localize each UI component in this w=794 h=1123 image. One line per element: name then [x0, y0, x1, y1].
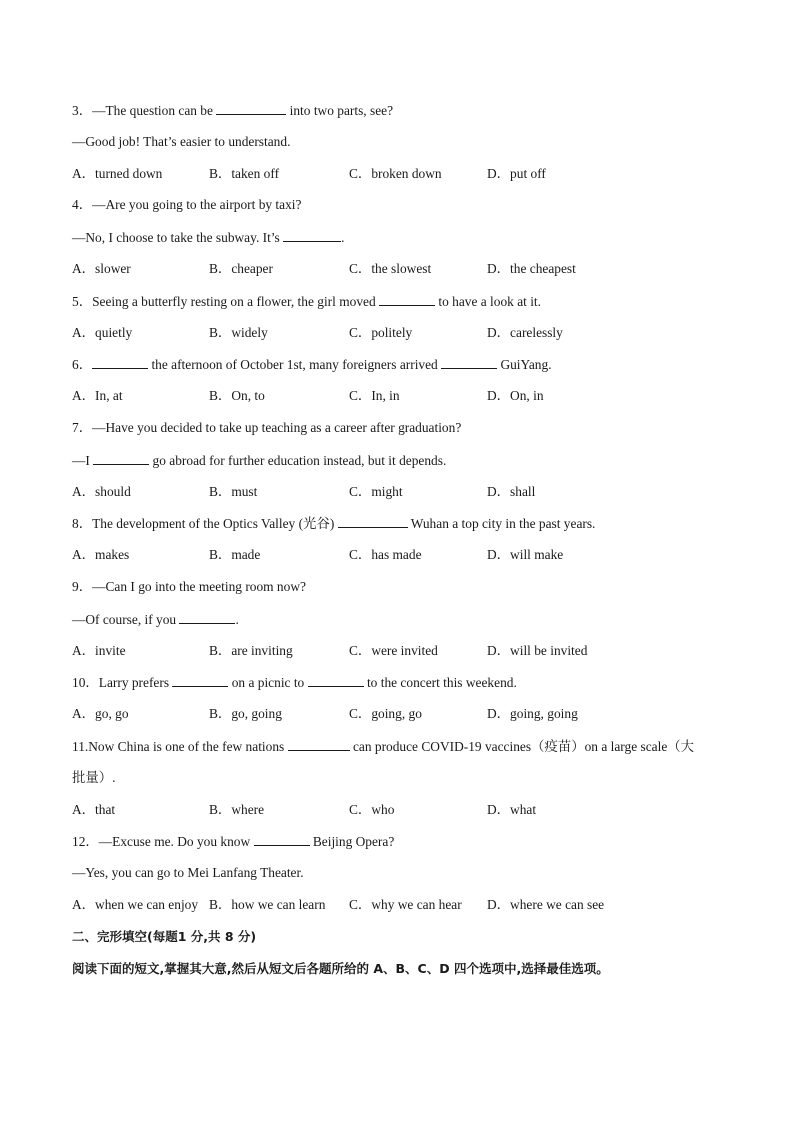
answer-blank[interactable]: [441, 354, 497, 369]
question-7-options: [72, 482, 732, 514]
answer-blank[interactable]: [93, 450, 149, 465]
option-a[interactable]: A．slower: [72, 260, 131, 276]
section-instruction: 阅读下面的短文,掌握其大意,然后从短文后各题所给的 A、B、C、D 四个选项中,选择最佳选项。: [72, 960, 609, 976]
answer-blank[interactable]: [216, 100, 286, 115]
question-12-stem: 12．—Excuse me. Do you know Beijing Opera?: [72, 831, 732, 863]
option-b[interactable]: B．must: [209, 483, 258, 499]
option-d[interactable]: D．will make: [487, 547, 564, 563]
question-3-options: [72, 164, 732, 196]
option-d[interactable]: D．will be invited: [487, 642, 588, 658]
option-c[interactable]: C．In, in: [349, 388, 400, 404]
option-a[interactable]: A．turned down: [72, 165, 163, 181]
option-c[interactable]: C．has made: [349, 547, 422, 563]
option-d[interactable]: D．the cheapest: [487, 260, 576, 276]
question-7-reply: —I go abroad for further education instead, but it depends.: [72, 450, 732, 482]
answer-blank[interactable]: [379, 291, 435, 306]
question-8-stem: 8．The development of the Optics Valley (光谷) Wuhan a top city in the past years.: [72, 513, 732, 545]
question-12-options: [72, 895, 732, 927]
question-4-options: [72, 259, 732, 291]
question-11-stem: 11.Now China is one of the few nations can produce COVID-19 vaccines（疫苗）on a large scale（大: [72, 736, 732, 768]
option-d[interactable]: D．shall: [487, 483, 536, 499]
option-b[interactable]: B．made: [209, 547, 261, 563]
option-c[interactable]: C．were invited: [349, 642, 438, 658]
option-a[interactable]: A．that: [72, 801, 116, 817]
option-c[interactable]: C．who: [349, 801, 395, 817]
answer-blank[interactable]: [254, 831, 310, 846]
question-11-stem-cont: 批量）.: [72, 769, 116, 785]
answer-blank[interactable]: [288, 736, 350, 751]
option-c[interactable]: C．why we can hear: [349, 896, 462, 912]
option-c[interactable]: C．might: [349, 483, 403, 499]
option-b[interactable]: B．how we can learn: [209, 896, 326, 912]
option-c[interactable]: C．broken down: [349, 165, 442, 181]
option-a[interactable]: A．should: [72, 483, 131, 499]
question-5-options: [72, 323, 732, 355]
option-a[interactable]: A．when we can enjoy: [72, 896, 199, 912]
question-5-stem: 5．Seeing a butterfly resting on a flower, the girl moved to have a look at it.: [72, 291, 732, 323]
question-10-stem: 10．Larry prefers on a picnic to to the concert this weekend.: [72, 672, 732, 704]
option-b[interactable]: B．On, to: [209, 388, 265, 404]
option-d[interactable]: D．what: [487, 801, 537, 817]
option-a[interactable]: A．quietly: [72, 324, 133, 340]
option-d[interactable]: D．On, in: [487, 388, 544, 404]
answer-blank[interactable]: [283, 227, 341, 242]
option-b[interactable]: B．cheaper: [209, 260, 273, 276]
option-a[interactable]: A．go, go: [72, 706, 129, 722]
answer-blank[interactable]: [338, 513, 408, 528]
question-12-reply: —Yes, you can go to Mei Lanfang Theater.: [72, 865, 304, 881]
option-a[interactable]: A．In, at: [72, 388, 123, 404]
question-9-stem: 9．—Can I go into the meeting room now?: [72, 578, 306, 594]
option-c[interactable]: C．going, go: [349, 706, 422, 722]
question-11-options: [72, 800, 732, 832]
option-a[interactable]: A．makes: [72, 547, 130, 563]
option-d[interactable]: D．carelessly: [487, 324, 563, 340]
option-b[interactable]: B．where: [209, 801, 265, 817]
option-a[interactable]: A．invite: [72, 642, 126, 658]
question-4-stem: 4．—Are you going to the airport by taxi?: [72, 197, 302, 213]
option-b[interactable]: B．taken off: [209, 165, 280, 181]
question-9-reply: —Of course, if you .: [72, 609, 732, 641]
question-3-reply: —Good job! That’s easier to understand.: [72, 133, 291, 149]
option-b[interactable]: B．are inviting: [209, 642, 293, 658]
question-6-options: [72, 386, 732, 418]
question-3-stem: 3．—The question can be into two parts, see?: [72, 100, 732, 132]
question-8-options: [72, 545, 732, 577]
answer-blank[interactable]: [308, 672, 364, 687]
question-7-stem: 7．—Have you decided to take up teaching as a career after graduation?: [72, 419, 462, 435]
question-10-options: [72, 704, 732, 736]
option-d[interactable]: D．going, going: [487, 706, 578, 722]
question-9-options: [72, 641, 732, 673]
section-title: 二、完形填空(每题1 分,共 8 分): [72, 928, 257, 944]
option-d[interactable]: D．put off: [487, 165, 546, 181]
answer-blank[interactable]: [179, 609, 235, 624]
answer-blank[interactable]: [92, 354, 148, 369]
option-b[interactable]: B．widely: [209, 324, 268, 340]
answer-blank[interactable]: [172, 672, 228, 687]
question-list: [72, 100, 732, 990]
question-4-reply: —No, I choose to take the subway. It’s .: [72, 227, 732, 259]
option-d[interactable]: D．where we can see: [487, 896, 605, 912]
option-c[interactable]: C．the slowest: [349, 260, 432, 276]
option-b[interactable]: B．go, going: [209, 706, 282, 722]
option-c[interactable]: C．politely: [349, 324, 413, 340]
question-6-stem: 6． the afternoon of October 1st, many foreigners arrived GuiYang.: [72, 354, 732, 386]
